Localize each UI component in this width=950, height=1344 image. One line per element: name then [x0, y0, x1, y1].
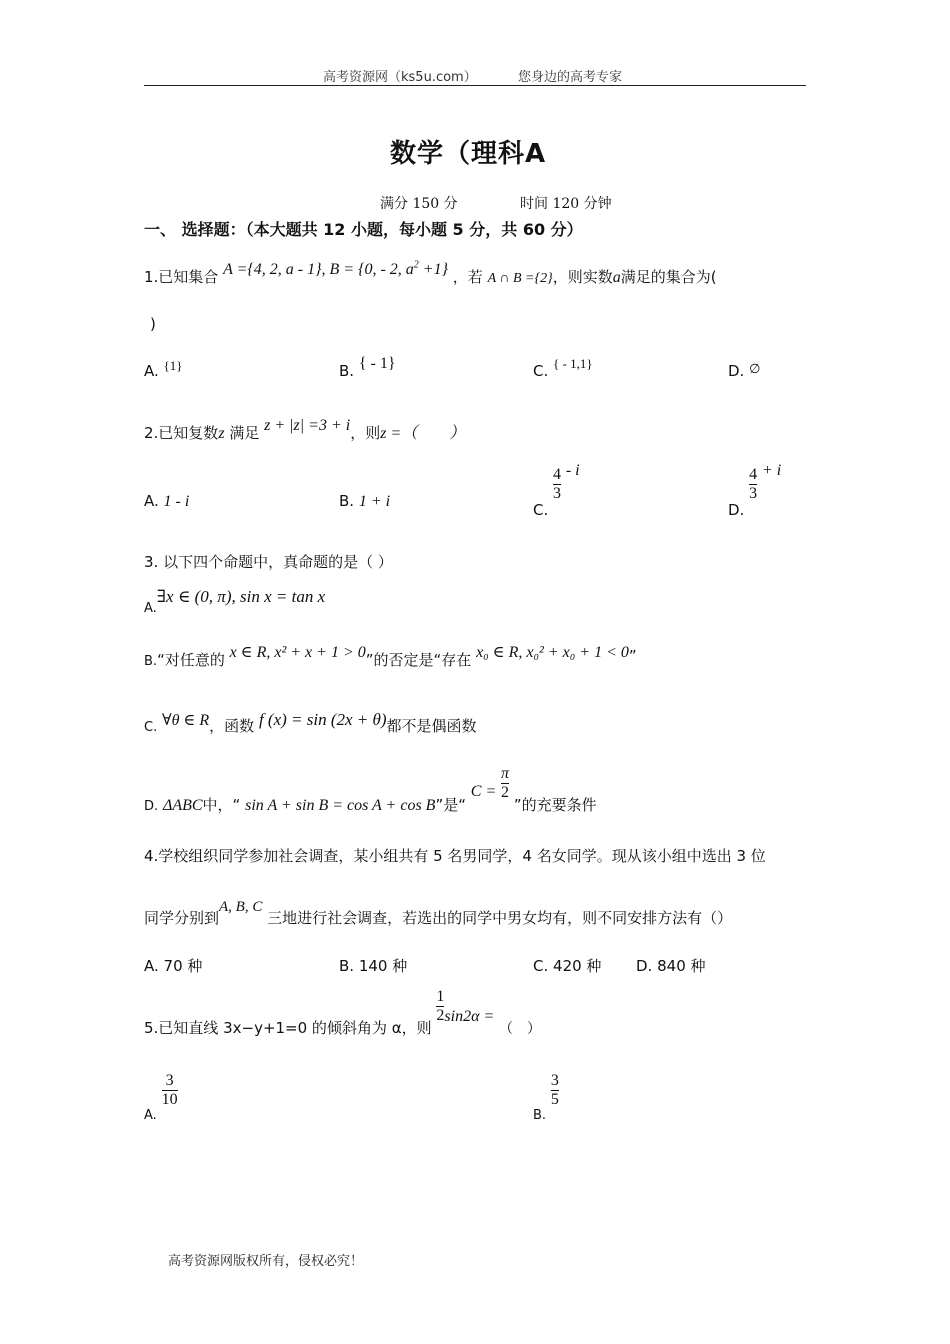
q2-option-a	[144, 492, 189, 511]
numerator: 3	[550, 1072, 559, 1089]
q4-text-a: 同学分别到	[144, 909, 220, 927]
q3-option-d	[144, 765, 597, 814]
q3-d-text3: ”的充要条件	[513, 796, 597, 814]
option-label: B.	[339, 492, 355, 510]
q1-stem	[144, 259, 717, 287]
denominator: 2	[501, 784, 510, 801]
q3-d-math2: sin A + sin B = cos A + cos B	[245, 797, 436, 814]
q3-d-math1: ΔABC	[162, 797, 203, 814]
option-label: D.	[728, 501, 745, 519]
q3-c-text1: ，函数	[209, 717, 255, 735]
q1-option-c	[533, 356, 593, 380]
option-label: B.	[339, 957, 355, 975]
page-title: 数学（理科A	[390, 139, 547, 169]
q1-suffix: ，则实数	[552, 268, 613, 286]
q3-option-a	[144, 587, 326, 616]
q3-d-text2: ”是“	[435, 796, 466, 814]
q1-option-a	[144, 358, 183, 380]
denominator: 2	[436, 1007, 445, 1024]
q4-option-c	[533, 955, 601, 976]
empty-set-symbol: ∅	[749, 361, 761, 376]
q1-suffix2: 满足的集合为(	[620, 268, 717, 286]
option-label: A.	[144, 362, 159, 380]
fraction	[501, 765, 509, 802]
option-value: 1 - i	[163, 493, 190, 510]
denominator: 3	[553, 485, 562, 502]
q4-option-a	[144, 955, 202, 976]
denominator: 5	[550, 1091, 559, 1108]
q5-tail: （ ）	[499, 1021, 542, 1037]
header-site: 高考资源网（ks5u.com）	[323, 70, 477, 85]
fraction	[749, 466, 757, 503]
q4-places: A, B, C	[219, 899, 263, 915]
denominator: 3	[749, 485, 758, 502]
q2-option-d	[728, 462, 782, 519]
q3-b-text3: ”	[628, 647, 637, 665]
numerator: 3	[165, 1072, 174, 1089]
q1-sets	[223, 261, 448, 278]
fraction	[553, 466, 561, 503]
q2-option-b	[339, 492, 390, 511]
option-label: C.	[533, 957, 549, 975]
q1-var: a	[612, 269, 621, 286]
header-slogan: 您身边的高考专家	[518, 70, 623, 85]
option-rest: + i	[761, 462, 782, 479]
q4-option-d	[636, 955, 706, 976]
option-value: 140 种	[358, 957, 408, 975]
q1-mid: ，若	[452, 268, 483, 286]
q3-d-math3: C =	[470, 783, 497, 800]
option-label: C.	[144, 720, 158, 735]
q5-prefix: 5.已知直线 3x−y+1=0 的倾斜角为 α，则	[144, 1019, 432, 1037]
option-value: 70 种	[163, 957, 203, 975]
section-heading: 一、 选择题：（本大题共 12 小题，每小题 5 分，共 60 分）	[144, 220, 583, 239]
q2-mid: 满足	[229, 424, 260, 442]
option-value: 840 种	[657, 957, 706, 975]
option-label: B.	[144, 654, 158, 669]
score-info: 满分 150 分	[380, 196, 458, 212]
fraction	[162, 1072, 178, 1109]
option-value: { - 1}	[358, 355, 396, 372]
q3-d-text1: 中，“	[202, 796, 241, 814]
q1-option-b	[339, 355, 396, 381]
q1-set-a: A ={4, 2, a - 1}, B = {0, - 2, a	[223, 261, 414, 278]
option-label: C.	[533, 501, 549, 519]
q2-option-c	[533, 462, 580, 519]
q1-close: )	[150, 315, 156, 333]
q2-var: z	[218, 425, 225, 442]
q2-stem	[144, 417, 466, 443]
q4-option-b	[339, 955, 407, 976]
q5-expression: sin2α =	[444, 1008, 495, 1025]
numerator: 1	[436, 988, 445, 1005]
q3-a-math: ∃x ∈ (0, π), sin x = tan x	[156, 587, 326, 606]
option-label: B.	[533, 1108, 547, 1123]
option-label: A.	[144, 492, 159, 510]
q3-c-math1: ∀θ ∈ R	[162, 712, 210, 729]
option-label: B.	[339, 362, 355, 380]
q3-c-text2: 都不是偶函数	[386, 717, 477, 735]
numerator: 4	[553, 466, 562, 483]
q4-line2	[144, 895, 733, 927]
option-label: D.	[636, 957, 653, 975]
option-rest: - i	[565, 462, 580, 479]
q1-prefix: 1.已知集合	[144, 268, 219, 286]
q3-b-math1: x ∈ R, x² + x + 1 > 0	[229, 644, 366, 661]
q2-prefix: 2.已知复数	[144, 424, 219, 442]
option-label: A.	[144, 1108, 157, 1123]
q3-b-text1: “对任意的	[157, 651, 225, 669]
option-label: D.	[144, 799, 159, 814]
q4-text-b: 三地进行社会调查，若选出的同学中男女均有，则不同安排方法有（）	[267, 909, 733, 927]
q3-option-c	[144, 709, 477, 735]
q3-c-math2: f (x) = sin (2x + θ)	[258, 710, 387, 729]
option-value: { - 1,1}	[553, 356, 593, 371]
option-label: D.	[728, 362, 745, 380]
q1-condition: A ∩ B ={2}	[487, 271, 553, 286]
q3-stem: 3. 以下四个命题中，真命题的是（ ）	[144, 553, 393, 571]
option-value: {1}	[163, 358, 183, 373]
numerator: π	[501, 765, 510, 782]
q1-sup: 2	[413, 259, 419, 271]
header-rule	[144, 85, 806, 86]
denominator: 10	[161, 1091, 178, 1108]
q4-line1: 4.学校组织同学参加社会调查，某小组共有 5 名男同学，4 名女同学。现从该小组中选出 3 位	[144, 847, 766, 865]
q2-tail: z =（ ）	[380, 425, 466, 442]
q5-stem	[144, 988, 542, 1037]
q3-b-text2: ”的否定是“存在	[365, 651, 472, 669]
numerator: 4	[749, 466, 758, 483]
q5-option-b	[533, 1072, 559, 1123]
option-label: A.	[144, 601, 157, 616]
q2-equation: z + |z| =3 + i	[264, 417, 351, 434]
q3-option-b	[144, 644, 637, 670]
option-label: A.	[144, 957, 159, 975]
option-value: 1 + i	[358, 493, 391, 510]
q3-b-math2: x₀ ∈ R, x₀² + x₀ + 1 < 0	[476, 644, 629, 661]
fraction	[551, 1072, 559, 1109]
q2-suffix: ，则	[350, 424, 381, 442]
option-value: 420 种	[553, 957, 602, 975]
option-label: C.	[533, 362, 549, 380]
footer-copyright: 高考资源网版权所有，侵权必究！	[168, 1254, 364, 1269]
q5-option-a	[144, 1072, 178, 1123]
q1-option-d	[728, 362, 760, 380]
q1-set-b-end: +1}	[418, 261, 448, 278]
time-info: 时间 120 分钟	[520, 196, 612, 212]
